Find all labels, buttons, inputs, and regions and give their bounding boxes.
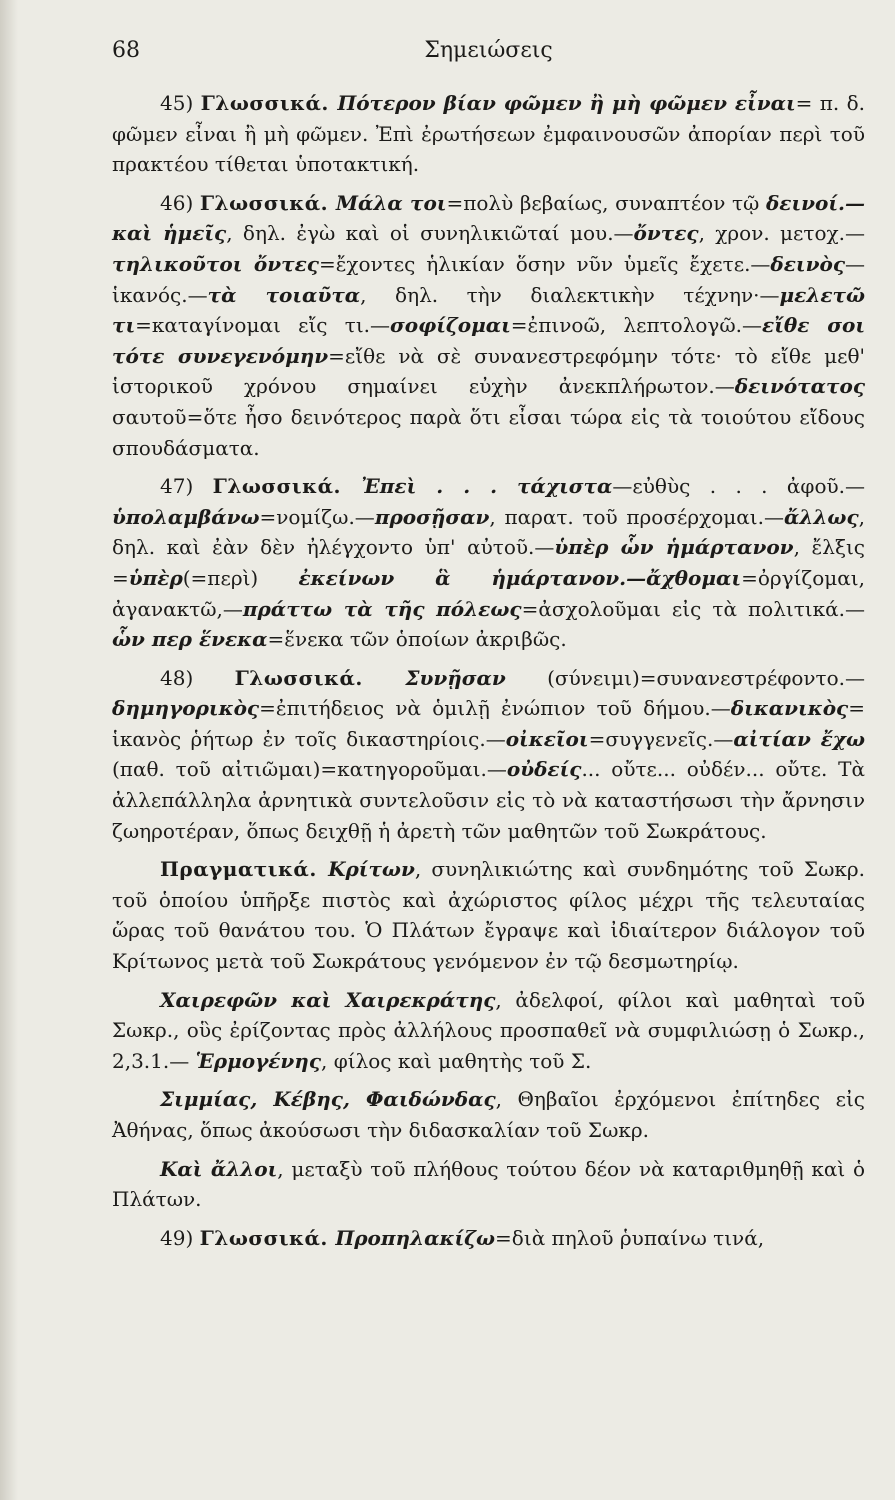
lemma-term: Καὶ ἄλλοι: [160, 1156, 278, 1181]
gloss-text: (σύνειμι)=συνανεστρέφοντο.—: [505, 665, 865, 690]
note-paragraph: [112, 188, 865, 463]
notes-body: [112, 88, 865, 1253]
lemma-term: εἴθε σοι τότε συνεγενόμην: [112, 313, 866, 368]
note-paragraph: [112, 985, 865, 1077]
lemma-term: δικανικὸς: [730, 696, 849, 721]
note-paragraph: [112, 1223, 865, 1254]
lemma-term: Προπηλακίζω: [335, 1225, 496, 1250]
note-paragraph: [112, 471, 865, 655]
gloss-text: =ἔχοντες ἡλικίαν ὅσην νῦν ὑμεῖς ἔχετε.—: [318, 251, 771, 276]
gloss-text: , χρον. μετοχ.—: [698, 221, 865, 246]
gloss-text: = ἱκανὸς ῥήτωρ ἐν τοῖς δικαστηρίοις.—: [112, 696, 865, 751]
lemma-term: Χαιρεφῶν καὶ Χαιρεκράτης: [160, 987, 496, 1012]
running-title: Σημειώσεις: [424, 38, 553, 63]
gloss-text: =ἐπινοῶ, λεπτολογῶ.—: [510, 313, 763, 338]
note-paragraph: [112, 1084, 865, 1145]
gloss-text: , ἔλξις =: [112, 535, 866, 590]
lemma-term: Ἑρμογένης: [195, 1048, 322, 1073]
lemma-term: ἄλλως: [783, 504, 859, 529]
lemma-term: προσῇσαν: [374, 504, 490, 529]
gloss-text: =νομίζω.—: [259, 504, 375, 529]
lemma-term: Πότερον βίαν φῶμεν ἢ μὴ φῶμεν εἶναι: [337, 91, 796, 115]
gloss-text: , παρατ. τοῦ προσέρχομαι.—: [489, 504, 784, 529]
gloss-text: —ἱκανός.—: [112, 251, 865, 307]
lemma-term: οὐδείς: [506, 757, 582, 782]
section-label: Γλωσσικά.: [199, 190, 336, 215]
gloss-text: , δηλ. καὶ ἐὰν δὲν ἠλέγχοντο ὑπ' αὐτοῦ.—: [112, 504, 865, 560]
note-number: 49): [160, 1225, 200, 1250]
gloss-text: , μεταξὺ τοῦ πλήθους τούτου δέον νὰ καταριθμηθῇ καὶ ὁ Πλάτων.: [112, 1156, 865, 1212]
gloss-text: σαυτοῦ=ὅτε ἦσο δεινότερος παρὰ ὅτι εἶσαι τώρα εἰς τὰ τοιούτου εἴδους σπουδάσματα.: [112, 404, 865, 460]
lemma-term: δεινοί.—καὶ ἡμεῖς: [112, 190, 865, 246]
lemma-term: μελετῶ τι: [112, 282, 865, 338]
note-paragraph: [112, 1154, 865, 1215]
lemma-term: δημηγορικὸς: [112, 696, 260, 721]
lemma-term: σοφίζομαι: [390, 313, 511, 338]
lemma-term: Κρίτων: [328, 857, 415, 882]
lemma-term: δεινότατος: [734, 374, 865, 399]
gloss-text: , ἀδελφοί, φίλοι καὶ μαθηταὶ τοῦ Σωκρ., οὓς ἐρίζοντας πρὸς ἀλλήλους προσπαθεῖ νὰ συμφιλιώσῃ ὁ Σωκρ., 2,3.1.—: [112, 987, 865, 1073]
lemma-term: ὑπολαμβάνω: [112, 504, 260, 529]
note-paragraph: [112, 88, 865, 180]
section-label: Γλωσσικά.: [200, 91, 338, 115]
section-label: Γλωσσικά.: [199, 1225, 336, 1250]
gloss-text: =ἕνεκα τῶν ὁποίων ἀκριβῶς.: [267, 627, 567, 652]
gloss-text: = π. δ. φῶμεν εἶναι ἢ μὴ φῶμεν. Ἐπὶ ἐρωτήσεων ἐμφαινουσῶν ἀπορίαν περὶ τοῦ πρακτέου τίθεται ὑποτακτική.: [112, 91, 865, 177]
gloss-text: , Θηβαῖοι ἐρχόμενοι ἐπίτηδες εἰς Ἀθήνας, ὅπως ἀκούσωσι τὴν διδασκαλίαν τοῦ Σωκρ.: [112, 1087, 865, 1142]
gloss-text: =ἐπιτήδειος νὰ ὁμιλῇ ἐνώπιον τοῦ δήμου.—: [259, 696, 731, 721]
gloss-text: =εἴθε νὰ σὲ συνανεστρεφόμην τότε· τὸ εἴθε μεθ' ἱστορικοῦ χρόνου σημαίνει εὐχὴν ἀνεκπλήρωτον.—: [112, 343, 865, 399]
lemma-term: ἐκείνων ἃ ἡμάρτανον.—ἄχθομαι: [298, 565, 742, 590]
lemma-term: οἰκεῖοι: [505, 726, 589, 751]
book-spine-shadow: [0, 0, 18, 1500]
gloss-text: =διὰ πηλοῦ ῥυπαίνω τινά,: [495, 1225, 765, 1250]
gloss-text: , δηλ. τὴν διαλεκτικὴν τέχνην·—: [360, 282, 780, 307]
lemma-term: Μάλα τοι: [335, 190, 447, 215]
lemma-term: Συνῇσαν: [405, 665, 506, 690]
lemma-term: Ἐπεὶ . . . τάχιστα: [361, 474, 613, 499]
gloss-text: , φίλος καὶ μαθητὴς τοῦ Σ.: [321, 1048, 592, 1073]
gloss-text: (παθ. τοῦ αἰτιῶμαι)=κατηγοροῦμαι.—: [112, 757, 507, 782]
gloss-text: ... οὔτε... οὐδέν... οὔτε. Τὰ ἀλλεπάλληλα ἀρνητικὰ συντελοῦσιν εἰς τὸ νὰ καταστήσωσι τὴν ἄρνησιν ζωηροτέραν, ὅπως δειχθῇ ἡ ἀρετὴ τῶν μαθητῶν τοῦ Σωκράτους.: [112, 757, 865, 843]
lemma-term: ὧν περ ἕνεκα: [112, 627, 268, 652]
note-paragraph: [112, 854, 865, 976]
note-number: 48): [160, 665, 235, 690]
gloss-text: —εὐθὺς . . . ἀφοῦ.—: [612, 474, 865, 499]
section-label: Πραγματικά.: [160, 857, 329, 882]
gloss-text: =ἀσχολοῦμαι εἰς τὰ πολιτικά.—: [521, 596, 865, 621]
section-label: Γλωσσικά.: [234, 665, 406, 690]
section-label: Γλωσσικά.: [212, 474, 362, 499]
note-paragraph: [112, 663, 865, 847]
lemma-term: δεινὸς: [770, 251, 845, 276]
page-header: [112, 38, 865, 88]
gloss-text: =καταγίνομαι εἴς τι.—: [135, 313, 391, 338]
lemma-term: ὑπὲρ ὧν ἡμάρτανον: [554, 535, 794, 560]
lemma-term: αἰτίαν ἔχω: [733, 726, 866, 751]
gloss-text: , συνηλικιώτης καὶ συνδημότης τοῦ Σωκρ. τοῦ ὁποίου ὑπῆρξε πιστὸς καὶ ἀχώριστος φίλος μέχρι τῆς τελευταίας ὥρας τοῦ θανάτου του. Ὁ Πλάτων ἔγραψε καὶ ἰδιαίτερον διάλογον τοῦ Κρίτωνος μετὰ τοῦ Σωκράτους γενόμενον ἐν τῷ δεσμωτηρίῳ.: [112, 857, 865, 974]
lemma-term: τηλικοῦτοι ὄντες: [112, 251, 319, 276]
note-number: 45): [160, 91, 201, 115]
gloss-text: , δηλ. ἐγὼ καὶ οἱ συνηλικιῶταί μου.—: [226, 221, 634, 246]
note-number: 46): [160, 190, 200, 215]
lemma-term: ὑπὲρ: [128, 565, 183, 590]
note-number: 47): [160, 474, 213, 499]
gloss-text: =πολὺ βεβαίως, συναπτέον τῷ: [446, 190, 766, 215]
lemma-term: Σιμμίας, Κέβης, Φαιδώνδας: [160, 1087, 496, 1112]
lemma-term: πράττω τὰ τῆς πόλεως: [242, 596, 522, 621]
page-number: 68: [112, 38, 140, 63]
gloss-text: (=περὶ): [182, 565, 299, 590]
gloss-text: =συγγενεῖς.—: [588, 726, 734, 751]
lemma-term: ὄντες: [633, 221, 699, 246]
gloss-text: =ὀργίζομαι, ἀγανακτῶ,—: [112, 565, 865, 621]
lemma-term: τὰ τοιαῦτα: [207, 282, 361, 307]
